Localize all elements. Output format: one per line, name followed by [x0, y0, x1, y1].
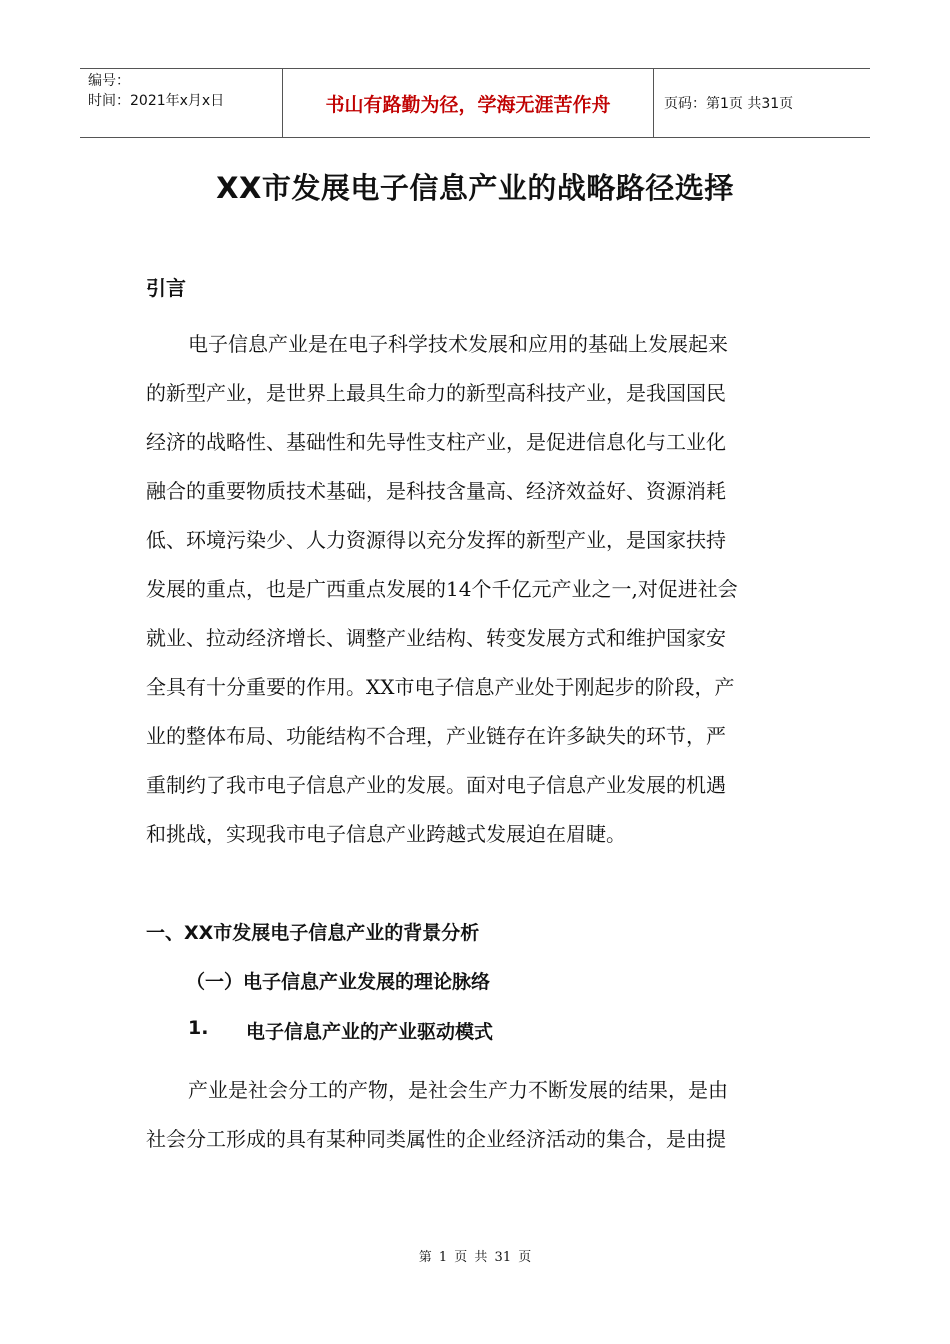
intro-heading: 引言	[146, 276, 186, 300]
subsection-heading: （一）电子信息产业发展的理论脉络	[186, 971, 491, 993]
time-label: 时间：2021年x月x日	[88, 93, 225, 109]
intro-line: 发展的重点，也是广西重点发展的14个千亿元产业之一,对促进社会	[146, 577, 738, 601]
document-header	[80, 68, 870, 138]
section-heading: 一、XX市发展电子信息产业的背景分析	[146, 922, 480, 944]
intro-line: 重制约了我市电子信息产业的发展。面对电子信息产业发展的机遇	[146, 773, 726, 797]
intro-line: 电子信息产业是在电子科学技术发展和应用的基础上发展起来	[188, 332, 728, 356]
intro-line: 全具有十分重要的作用。XX市电子信息产业处于刚起步的阶段，产	[146, 675, 735, 699]
intro-paragraph	[146, 320, 808, 859]
intro-line: 和挑战，实现我市电子信息产业跨越式发展迫在眉睫。	[146, 822, 626, 846]
header-meta	[80, 69, 282, 137]
intro-line: 低、环境污染少、人力资源得以充分发挥的新型产业，是国家扶持	[146, 528, 726, 552]
item-number: 1.	[188, 1017, 209, 1039]
document-title: XX市发展电子信息产业的战略路径选择	[216, 171, 734, 205]
body-line: 产业是社会分工的产物，是社会生产力不断发展的结果，是由	[188, 1078, 728, 1102]
body-line: 社会分工形成的具有某种同类属性的企业经济活动的集合，是由提	[146, 1127, 726, 1151]
header-motto: 书山有路勤为径，学海无涯苦作舟	[282, 69, 654, 137]
intro-line: 经济的战略性、基础性和先导性支柱产业，是促进信息化与工业化	[146, 430, 726, 454]
intro-line: 就业、拉动经济增长、调整产业结构、转变发展方式和维护国家安	[146, 626, 726, 650]
header-page-info: 页码：第1页 共31页	[664, 96, 794, 112]
item-title: 电子信息产业的产业驱动模式	[246, 1021, 494, 1043]
item-heading	[188, 1017, 493, 1044]
intro-line: 的新型产业，是世界上最具生命力的新型高科技产业，是我国国民	[146, 381, 726, 405]
number-label: 编号：	[88, 73, 130, 89]
intro-line: 融合的重要物质技术基础，是科技含量高、经济效益好、资源消耗	[146, 479, 726, 503]
page-footer: 第 1 页 共 31 页	[418, 1250, 532, 1265]
intro-line: 业的整体布局、功能结构不合理，产业链存在许多缺失的环节，严	[146, 724, 726, 748]
body-paragraph	[146, 1066, 808, 1164]
